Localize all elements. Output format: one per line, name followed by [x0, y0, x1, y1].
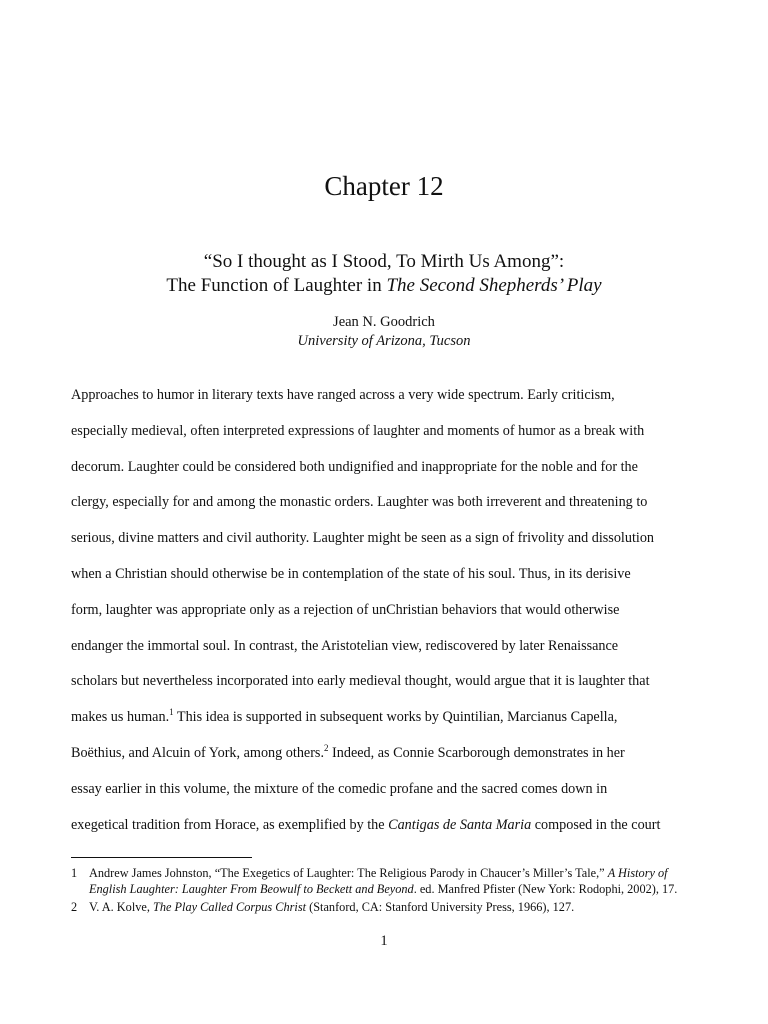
footnote-1-line-1 — [89, 866, 709, 882]
footnote-book-title: The Play Called Corpus Christ — [153, 900, 307, 914]
footnote-divider — [71, 857, 252, 858]
body-line: when a Christian should otherwise be in contemplation of the state of his soul. Thus, in its derisive — [71, 565, 631, 582]
chapter-heading: Chapter 12 — [324, 171, 444, 201]
body-line — [71, 812, 701, 848]
author-affiliation-text: University of Arizona, Tucson — [297, 333, 471, 349]
body-line: Approaches to humor in literary texts have ranged across a very wide spectrum. Early criticism, — [71, 387, 615, 403]
body-text-segment: makes us human. — [71, 709, 170, 726]
play-title: The Second Shepherds’ Play — [386, 275, 602, 296]
footnote-1-line-2 — [89, 882, 709, 898]
body-text-segment: exegetical tradition from Horace, as exemplified by the — [71, 816, 389, 833]
footnote-1-text — [89, 866, 709, 897]
body-line: especially medieval, often interpreted expressions of laughter and moments of humor as a break with — [71, 422, 645, 439]
body-text-segment: This idea is supported in subsequent works by Quintilian, Marcianus Capella, — [173, 709, 618, 726]
footnote-1-number: 1 — [71, 866, 78, 880]
footnote-ref-1[interactable]: 1 — [169, 707, 174, 718]
author-affiliation — [0, 332, 768, 351]
footnote-2-number: 2 — [71, 900, 78, 914]
title-line-2-prefix: The Function of Laughter in — [166, 275, 387, 296]
footnote-text-segment: . ed. Manfred Pfister (New York: Rodophi, 2002), 17. — [413, 881, 678, 896]
body-line: endanger the immortal soul. In contrast, the Aristotelian view, rediscovered by later Renaissance — [71, 637, 619, 654]
body-line: essay earlier in this volume, the mixture of the comedic profane and the sacred comes down in — [71, 780, 608, 797]
title-line-1: “So I thought as I Stood, To Mirth Us Among”: — [203, 251, 565, 272]
author-name: Jean N. Goodrich — [333, 314, 435, 330]
chapter-title — [0, 250, 768, 298]
body-text-segment: Indeed, as Connie Scarborough demonstrates in her — [328, 744, 625, 761]
body-text-segment: composed in the court — [531, 816, 661, 833]
footnote-text-segment: Andrew James Johnston, “The Exegetics of Laughter: The Religious Parody in Chaucer’s Miller’s Tale,” — [89, 866, 608, 880]
body-paragraph — [71, 382, 701, 847]
footnote-2-line-1 — [89, 900, 709, 916]
footnote-2-text — [89, 900, 709, 916]
body-text-segment: Boëthius, and Alcuin of York, among others. — [71, 744, 324, 761]
body-line: decorum. Laughter could be considered both undignified and inappropriate for the noble and for the — [71, 458, 638, 475]
body-line: scholars but nevertheless incorporated into early medieval thought, would argue that it is laughter that — [71, 673, 650, 690]
footnote-text-segment: V. A. Kolve, — [89, 900, 153, 914]
page-number: 1 — [380, 933, 388, 949]
body-line: serious, divine matters and civil authority. Laughter might be seen as a sign of frivolity and dissolution — [71, 530, 655, 547]
body-line — [71, 740, 701, 776]
body-line — [71, 704, 701, 740]
footnote-book-title: English Laughter: Laughter From Beowulf to Beckett and Beyond — [89, 881, 414, 896]
body-line: clergy, especially for and among the monastic orders. Laughter was both irreverent and threatening to — [71, 494, 648, 511]
footnote-text-segment: (Stanford, CA: Stanford University Press, 1966), 127. — [306, 900, 575, 914]
footnote-book-title: A History of — [607, 866, 668, 880]
title-line-2 — [0, 274, 768, 298]
author-block — [0, 313, 768, 351]
body-line: form, laughter was appropriate only as a rejection of unChristian behaviors that would otherwise — [71, 601, 620, 618]
footnote-ref-2[interactable]: 2 — [324, 742, 329, 753]
cantigas-title: Cantigas de Santa Maria — [388, 816, 532, 833]
